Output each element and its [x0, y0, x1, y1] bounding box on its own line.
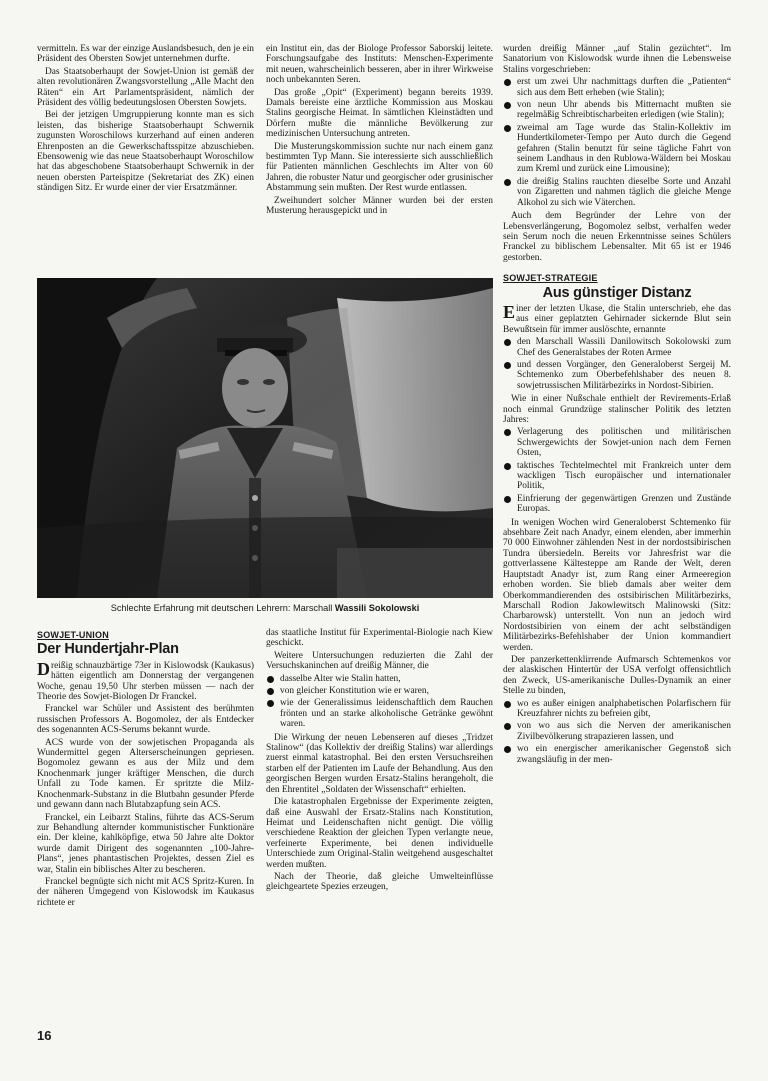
bullet-icon — [267, 688, 274, 695]
lead-text: reißig schnauzbärtige 73er in Kislowodsk (Kaukasus) hätten eigentlich am Donnerstag der vergangenen Woche, genau 19,50 Uhr sterben müssen — nach der Theorie des Sowjet-Biologen Dr Franckel. — [37, 660, 254, 703]
top-column-1 — [37, 44, 254, 196]
list-item-text: wie der Generalissimus leidenschaftlich dem Rauchen frönten und an starke alkoholische Getränke gewöhnt waren. — [280, 698, 493, 730]
bullet-icon — [504, 723, 511, 730]
paragraph: In wenigen Wochen wird Generaloberst Schtemenko für absehbare Zeit nach Anadyr, einem elenden, aber immerhin 70 000 Einwohner zählenden Nest in der nordostsibirischen Tundra übersiedeln. Bereits vor Jahresfrist war die gottverlassene Kältesteppe am Rande der Welt, deren Hauptstadt Anadyr ist, zum Rang einer Armeeregion erhoben worden. Sie blieb damals aber weiter dem Oberkommandierenden des ostsibirischen Militärbezirks, Marschall Rodion Jakowlewitsch Malinowski (Sitz: Charbarowsk) unterstellt. Von nun an jedoch wird Nordostsibirien von einem der acht selbständigen Militärbezirks-Befehlshaber der Union kommandiert werden. — [503, 517, 731, 653]
bullet-list — [503, 699, 731, 765]
paragraph: das staatliche Institut für Experimental-Biologie nach Kiew geschickt. — [266, 628, 493, 649]
paragraph: Das große „Opit“ (Experiment) begann bereits 1939. Damals bereiste eine ärztliche Kommission aus Moskau Stalins georgische Heimat. In sämtlichen Kleinstädten und Dörfern mußte die männliche Bevölkerung zur medizinischen Untersuchung antreten. — [266, 87, 493, 140]
bullet-icon — [267, 700, 274, 707]
bullet-icon — [504, 429, 511, 436]
article1-headline: Der Hundertjahr-Plan — [37, 641, 179, 658]
paragraph: Die katastrophalen Ergebnisse der Experimente zeigten, daß eine Auswahl der Ersatz-Stalins nach Konstitution, Heimat und Leidenschaften nicht genügt. Die völlig verschiedene Reaktion der gleichen Typen verlangte neue, verfeinerte Experimente, bei denen individuelle Unterschiede zum Original-Stalin weitgehend ausgeschaltet werden mußten. — [266, 797, 493, 870]
list-item-text: den Marschall Wassili Danilowitsch Sokolowski zum Chef des Generalstabes der Roten Armee — [517, 337, 731, 358]
list-item-text: wo es außer einigen analphabetischen Polarfischern für Kreuzfahrer nichts zu befreien gibt, — [517, 698, 731, 719]
list-item-text: die dreißig Stalins rauchten dieselbe Sorte und Anzahl von Zigaretten und nahmen täglich die gleiche Menge Alkohol zu sich wie Väterchen. — [517, 176, 731, 208]
bullet-icon — [504, 339, 511, 346]
paragraph: wurden dreißig Männer „auf Stalin gezüchtet“. Im Sanatorium von Kislowodsk wurde ihnen die Lebensweise Stalins vorgeschrieben: — [503, 44, 731, 75]
list-item — [503, 100, 731, 121]
paragraph: Der panzerkettenklirrende Aufmarsch Schtemenkos vor der alaskischen Hintertür der USA verfolgt offensichtlich den Zweck, US-amerikanische Dulles-Dynamik an einer Stelle zu binden, — [503, 654, 731, 697]
article2-lead — [503, 301, 731, 335]
article1-lead — [37, 658, 254, 703]
photo-illustration — [37, 278, 493, 598]
paragraph: Das Staatsoberhaupt der Sowjet-Union ist gemäß der alten revolutionären Zwangsvorstellung „Alle Macht den Räten“ ein Art Parlamentspräsident, nämlich der Präsident des völlig bedeutungslosen Obersten Sowjets. — [37, 66, 254, 109]
dropcap: D — [37, 658, 50, 679]
paragraph: Die Musterungskommission suchte nur nach einem ganz bestimmten Typ Mann. Sie interessierte sich ausschließlich für Patienten männlichen Geschlechts im Alter von 60 Jahren, die robuster Natur und georgischer oder grusinischer Abstammung sein mußten. Der Rest wurde entlassen. — [266, 141, 493, 194]
paragraph: Die Wirkung der neuen Lebenseren auf dieses „Tridzet Stalinow“ (das Kollektiv der dreißig Stalins) war allerdings zuerst einmal katastrophal. Bei den ersten Versuchsreihen starben elf der Patienten im Laufe der Behandlung. Aus den georgischen Bergen wurden Ersatz-Stalins herangeholt, die den Ehrentitel „Soldaten der Wissenschaft“ erhielten. — [266, 732, 493, 795]
paragraph: Franckel, ein Leibarzt Stalins, führte das ACS-Serum zur Behandlung alternder kommunistischer Funktionäre ein. Der kleine, kahlköpfige, etwa 50 Jahre alte Doktor wurde damit Dirigent des sogenannten „100-Jahre-Plans“, jenes phantastischen Projektes, dessen Ziel es war, Stalin ein biblisches Alter zu bescheren. — [37, 812, 254, 875]
list-item-text: Verlagerung des politischen und militärischen Schwergewichts der Sowjet-union nach dem Fernen Osten, — [517, 427, 731, 459]
dropcap: E — [503, 301, 516, 322]
list-item — [266, 698, 493, 729]
paragraph: Franckel war Schüler und Assistent des berühmten russischen Professors A. Bogomolez, der als Entdecker des sogenannten ACS-Serums bekannt wurde. — [37, 704, 254, 736]
paragraph: Weitere Untersuchungen reduzierten die Zahl der Versuchskaninchen auf dreißig Männer, die — [266, 650, 493, 672]
list-item-text: erst um zwei Uhr nachmittags durften die „Patienten“ sich aus dem Bett erheben (wie Stalin); — [517, 77, 731, 98]
article1-column-2 — [266, 628, 493, 895]
bullet-list — [503, 337, 731, 391]
article1-column-1 — [37, 628, 254, 910]
bullet-icon — [504, 496, 511, 503]
paragraph: Wie in einer Nußschale enthielt der Revirements-Erlaß noch einmal Grundzüge stalinscher Politik des letzten Jahres: — [503, 394, 731, 425]
paragraph: Auch dem Begründer der Lehre von der Lebensverlängerung, Bogomolez selbst, verhalfen weder sein Serum noch die neuen Erkenntnisse seines Schülers Franckel zu biblischem Lebensalter. Mit 65 ist er 1946 gestorben. — [503, 211, 731, 263]
list-item-text: von gleicher Konstitution wie er waren, — [280, 686, 429, 697]
list-item — [503, 427, 731, 458]
bullet-list — [503, 77, 731, 208]
paragraph: vermitteln. Es war der einzige Auslandsbesuch, den je ein Präsident des Obersten Sowjet unternehmen durfte. — [37, 44, 254, 65]
caption-text: Schlechte Erfahrung mit deutschen Lehrern: Marschall — [110, 603, 335, 613]
list-item — [503, 699, 731, 720]
bullet-list — [266, 674, 493, 730]
list-item-text: taktisches Techtelmechtel mit Frankreich unter dem wackligen Tisch europäischer und internationaler Politik, — [517, 460, 731, 492]
paragraph: Bei der jetzigen Umgruppierung konnte man es sich leisten, das bisherige Staatsoberhaupt Schwernik zugunsten Woroschilows kurzerhand auf einen anderen Ehrenposten an die Gewerkschaftsspitze abzuschieben. Ebensowenig wie das neue Staatsoberhaupt Woroschilow hat das abgeschobene Staatsoberhaupt Schwernik in der neuen obersten Parteispitze (Sekretariat des ZK) einen ständigen Sitz. Er wurde einer der vier Ersatzmänner. — [37, 110, 254, 194]
bullet-icon — [504, 362, 511, 369]
list-item — [503, 177, 731, 208]
bullet-icon — [504, 746, 511, 753]
article2-headline: Aus günstiger Distanz — [542, 284, 692, 301]
bullet-icon — [504, 463, 511, 470]
bullet-icon — [267, 676, 274, 683]
list-item-text: von neun Uhr abends bis Mitternacht mußten sie regelmäßig Schreibtischarbeiten erledigen (wie Stalin); — [517, 100, 731, 121]
list-item — [503, 744, 731, 765]
list-item-text: zweimal am Tage wurde das Stalin-Kollektiv im Hundertkilometer-Tempo per Auto durch die Gegend gefahren (Stalin benutzt für seine tägliche Fahrt von seinem Landhaus in den Rublowa-Wäldern bei Moskau zum Kreml und zurück eine Limousine); — [517, 122, 731, 175]
bullet-icon — [504, 701, 511, 708]
list-item-text: von wo aus sich die Nerven der amerikanischen Zivilbevölkerung strapazieren lassen, und — [517, 721, 731, 742]
bullet-icon — [504, 125, 511, 132]
list-item-text: und dessen Vorgänger, den Generaloberst Sergeij M. Schtemenko zum Oberbefehlshaber des neuen 8. sowjetrussischen Militärbezirks in Nordost-Sibirien. — [517, 359, 731, 391]
list-item-text: Einfrierung der gegenwärtigen Grenzen und Zustände Europas. — [517, 493, 731, 515]
photo-marshal-sokolowski — [37, 278, 493, 598]
list-item — [266, 686, 493, 696]
lead-text: iner der letzten Ukase, die Stalin unterschrieb, ehe das aus einer geplatzten Gehirnader sickernde Blut sein Bewußtsein für immer auslöschte, ernannte — [503, 303, 731, 335]
bullet-icon — [504, 179, 511, 186]
article1-kicker: SOWJET-UNION — [37, 630, 109, 640]
paragraph: Nach der Theorie, daß gleiche Umwelteinflüsse gleichgeartete Spezies erzeugen, — [266, 871, 493, 893]
paragraph: Zweihundert solcher Männer wurden bei der ersten Musterung herausgepickt und in — [266, 195, 493, 217]
article2-kicker: SOWJET-STRATEGIE — [503, 273, 598, 284]
list-item — [503, 123, 731, 175]
bullet-icon — [504, 79, 511, 86]
top-column-2 — [266, 44, 493, 219]
paragraph: ACS wurde von der sowjetischen Propaganda als Wundermittel gegen Alterserscheinungen gepriesen. Bogomolez gewann es aus der Milz und dem Knochenmark junger kräftiger Menschen, die durch Unfall zu Tode kamen. Er spritzte die Milz-Knochenmark-Substanz in die Blutbahn gesunder Pferde und gewann dann nach Blutabzapfung sein ACS. — [37, 737, 254, 811]
list-item — [266, 674, 493, 684]
list-item — [503, 360, 731, 391]
page-number: 16 — [37, 1028, 52, 1043]
paragraph: ein Institut ein, das der Biologe Professor Saborskij leitete. Forschungsaufgabe des Instituts: Menschen-Experimente mit neuen, wahrscheinlich besseren, aber in ihrer Wirkweise noch unbekannten Seren. — [266, 44, 493, 86]
paragraph: Franckel begnügte sich nicht mit ACS Spritz-Kuren. In der näheren Umgegend von Kislowodsk im Kaukasus richtete er — [37, 876, 254, 908]
column-3 — [503, 44, 731, 768]
bullet-list — [503, 427, 731, 514]
list-item — [503, 461, 731, 492]
caption-name: Wassili Sokolowski — [334, 603, 420, 613]
bullet-icon — [504, 102, 511, 109]
list-item — [503, 77, 731, 98]
list-item — [503, 721, 731, 742]
list-item-text: wo ein energischer amerikanischer Gegenstoß sich zwangsläufig in der men- — [517, 744, 731, 765]
list-item — [503, 337, 731, 358]
list-item — [503, 494, 731, 515]
list-item-text: dasselbe Alter wie Stalin hatten, — [280, 673, 401, 684]
photo-caption — [37, 603, 493, 613]
